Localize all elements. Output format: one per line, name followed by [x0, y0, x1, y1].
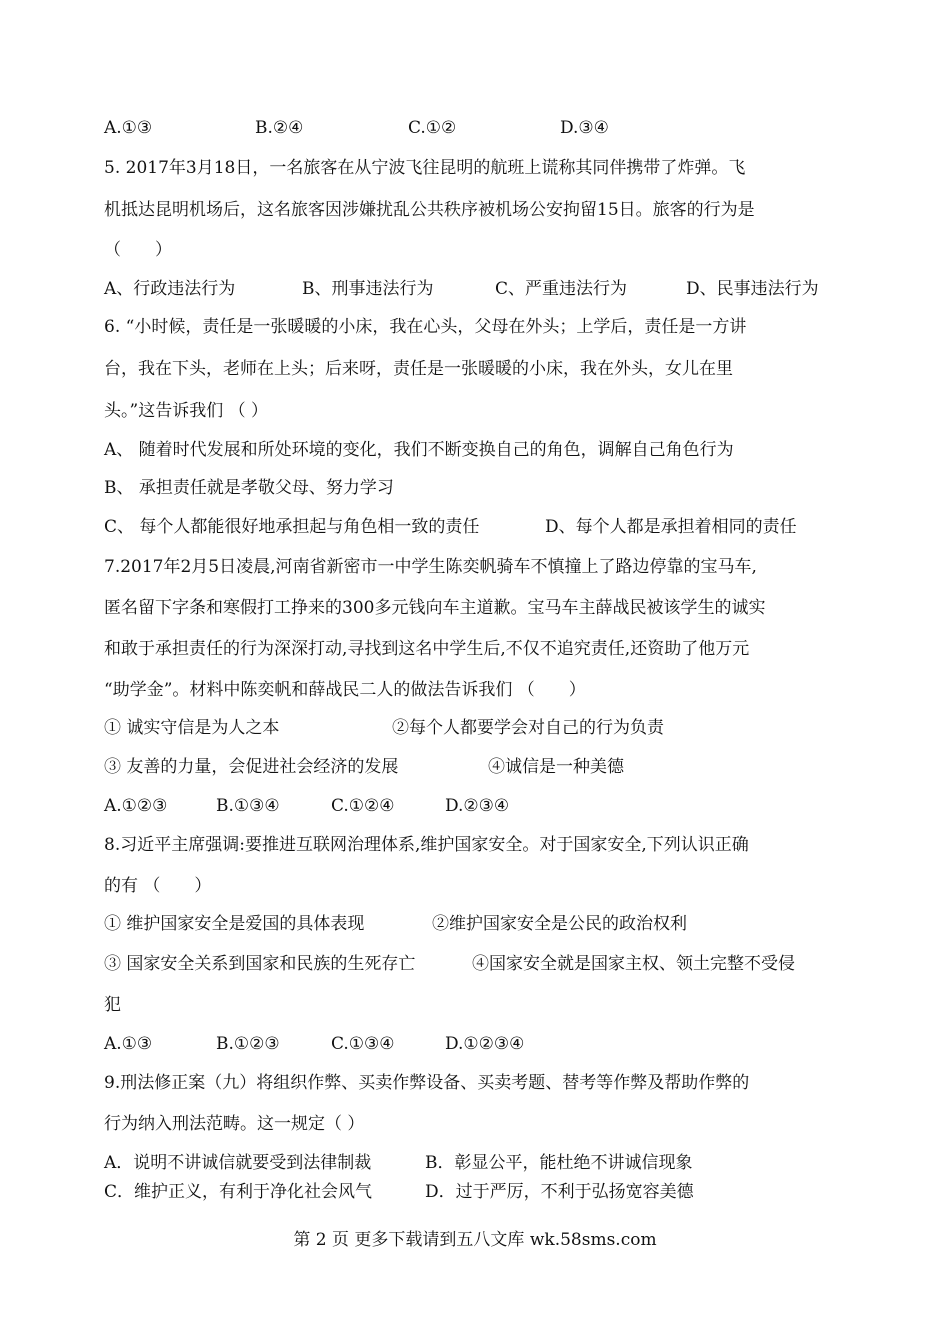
- q4-option-a: A.①③: [104, 118, 153, 138]
- q8-statement-4: ④国家安全就是国家主权、领土完整不受侵: [472, 954, 795, 974]
- q7-statement-3: ③ 友善的力量，会促进社会经济的发展: [104, 757, 399, 777]
- q7-option-c: C.①②④: [331, 796, 395, 816]
- q6-option-d: D、每个人都是承担着相同的责任: [545, 517, 797, 537]
- q8-option-a: A.①③: [104, 1034, 153, 1054]
- q5-stem-line1: 5. 2017年3月18日，一名旅客在从宁波飞往昆明的航班上谎称其同伴携带了炸弹。飞: [104, 158, 746, 178]
- q5-stem-line2: 机抵达昆明机场后，这名旅客因涉嫌扰乱公共秩序被机场公安拘留15日。旅客的行为是: [104, 200, 755, 220]
- q8-option-d: D.①②③④: [445, 1034, 525, 1054]
- q7-statement-1: ① 诚实守信是为人之本: [104, 718, 280, 738]
- q4-option-b: B.②④: [255, 118, 304, 138]
- q5-option-b: B、刑事违法行为: [302, 279, 434, 299]
- q8-option-c: C.①③④: [331, 1034, 395, 1054]
- q6-stem-line3: 头。”这告诉我们 （ ）: [104, 401, 268, 421]
- q9-stem-line1: 9.刑法修正案（九）将组织作弊、买卖作弊设备、买卖考题、替考等作弊及帮助作弊的: [104, 1073, 750, 1093]
- q7-statement-4: ④诚信是一种美德: [488, 757, 624, 777]
- q6-option-b: B、 承担责任就是孝敬父母、努力学习: [104, 478, 394, 498]
- q8-option-b: B.①②③: [216, 1034, 280, 1054]
- q5-option-d: D、民事违法行为: [686, 279, 819, 299]
- q5-stem-line3: （ ）: [104, 240, 172, 260]
- q7-option-a: A.①②③: [104, 796, 168, 816]
- q6-option-c: C、 每个人都能很好地承担起与角色相一致的责任: [104, 517, 480, 537]
- q7-stem-line2: 匿名留下字条和寒假打工挣来的300多元钱向车主道歉。宝马车主薛战民被该学生的诚实: [104, 598, 766, 618]
- q7-option-d: D.②③④: [445, 796, 510, 816]
- q4-option-d: D.③④: [560, 118, 609, 138]
- q8-statement-3: ③ 国家安全关系到国家和民族的生死存亡: [104, 954, 416, 974]
- page-footer: 第 2 页 更多下载请到五八文库 wk.58sms.com: [293, 1230, 657, 1250]
- q7-stem-line1: 7.2017年2月5日凌晨,河南省新密市一中学生陈奕帆骑车不慎撞上了路边停靠的宝马车,: [104, 557, 757, 577]
- q8-statement-4-cont: 犯: [104, 995, 121, 1015]
- q4-option-c: C.①②: [408, 118, 457, 138]
- q5-option-a: A、行政违法行为: [104, 279, 236, 299]
- q5-option-c: C、严重违法行为: [495, 279, 628, 299]
- q8-statement-1: ① 维护国家安全是爱国的具体表现: [104, 914, 365, 934]
- q6-option-a: A、 随着时代发展和所处环境的变化，我们不断变换自己的角色，调解自己角色行为: [104, 440, 734, 460]
- q9-stem-line2: 行为纳入刑法范畴。这一规定（ ）: [104, 1114, 365, 1134]
- q6-stem-line1: 6. “小时候，责任是一张暖暖的小床，我在心头，父母在外头；上学后，责任是一方讲: [104, 317, 747, 337]
- q7-stem-line3: 和敢于承担责任的行为深深打动,寻找到这名中学生后,不仅不追究责任,还资助了他万元: [104, 639, 750, 659]
- q8-stem-line2: 的有 （ ）: [104, 876, 212, 896]
- q9-option-c: C．维护正义，有利于净化社会风气: [104, 1182, 373, 1202]
- q6-stem-line2: 台，我在下头，老师在上头；后来呀，责任是一张暖暖的小床，我在外头，女儿在里: [104, 359, 733, 379]
- q8-statement-2: ②维护国家安全是公民的政治权利: [432, 914, 687, 934]
- q7-stem-line4: “助学金”。材料中陈奕帆和薛战民二人的做法告诉我们 （ ）: [104, 680, 586, 700]
- q7-statement-2: ②每个人都要学会对自己的行为负责: [392, 718, 664, 738]
- q7-option-b: B.①③④: [216, 796, 280, 816]
- q9-option-d: D．过于严厉，不利于弘扬宽容美德: [425, 1182, 694, 1202]
- q8-stem-line1: 8.习近平主席强调:要推进互联网治理体系,维护国家安全。对于国家安全,下列认识正确: [104, 835, 749, 855]
- q9-option-a: A．说明不讲诚信就要受到法律制裁: [104, 1153, 372, 1173]
- q9-option-b: B．彰显公平，能杜绝不讲诚信现象: [425, 1153, 693, 1173]
